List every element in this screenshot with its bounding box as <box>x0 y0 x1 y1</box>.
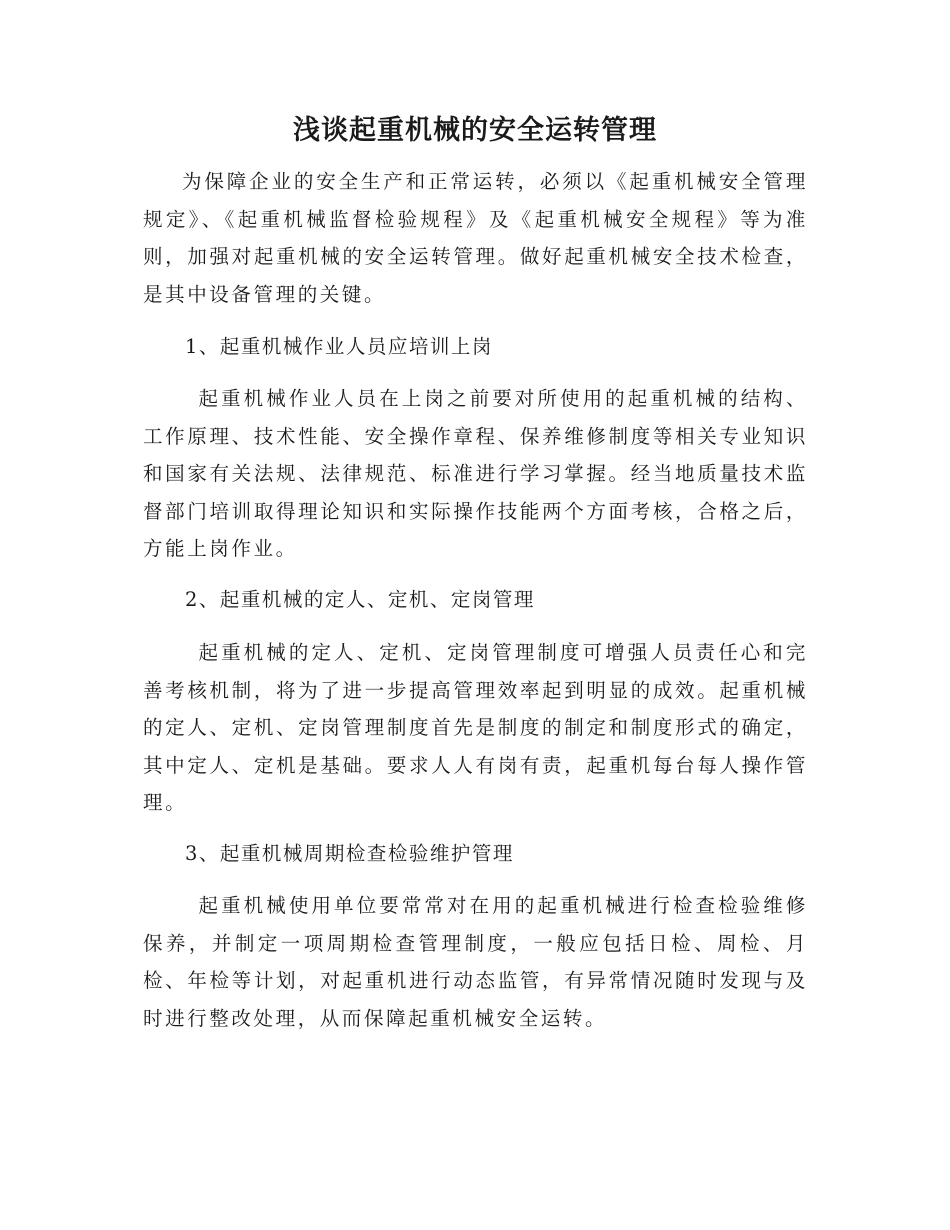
section-1-heading: 1、起重机械作业人员应培训上岗 <box>185 335 493 358</box>
section-2-body <box>143 634 808 822</box>
section-1-body-text: 起重机械作业人员在上岗之前要对所使用的起重机械的结构、工作原理、技术性能、安全操作章程、保养维修制度等相关专业知识和国家有关法规、法律规范、标准进行学习掌握。经当地质量技术监督部门培训取得理论知识和实际操作技能两个方面考核，合格之后，方能上岗作业。 <box>143 387 808 560</box>
document-title: 浅谈起重机械的安全运转管理 <box>293 115 657 146</box>
section-3-body-text: 起重机械使用单位要常常对在用的起重机械进行检查检验维修保养，并制定一项周期检查管理制度，一般应包括日检、周检、月检、年检等计划，对起重机进行动态监管，有异常情况随时发现与及时进行整改处理，从而保障起重机械安全运转。 <box>143 894 808 1030</box>
section-2-heading: 2、起重机械的定人、定机、定岗管理 <box>185 588 535 611</box>
section-2-body-text: 起重机械的定人、定机、定岗管理制度可增强人员责任心和完善考核机制，将为了进一步提高管理效率起到明显的成效。起重机械的定人、定机、定岗管理制度首先是制度的制定和制度形式的确定，其中定人、定机是基础。要求人人有岗有责，起重机每台每人操作管理。 <box>143 641 808 814</box>
intro-paragraph: 为保障企业的安全生产和正常运转，必须以《起重机械安全管理规定》、《起重机械监督检验规程》及《起重机械安全规程》等为准则，加强对起重机械的安全运转管理。做好起重机械安全技术检查，是其中设备管理的关键。 <box>143 170 808 306</box>
section-3-heading: 3、起重机械周期检查检验维护管理 <box>185 842 514 865</box>
section-3-body <box>143 887 808 1037</box>
section-1-body <box>143 380 808 568</box>
